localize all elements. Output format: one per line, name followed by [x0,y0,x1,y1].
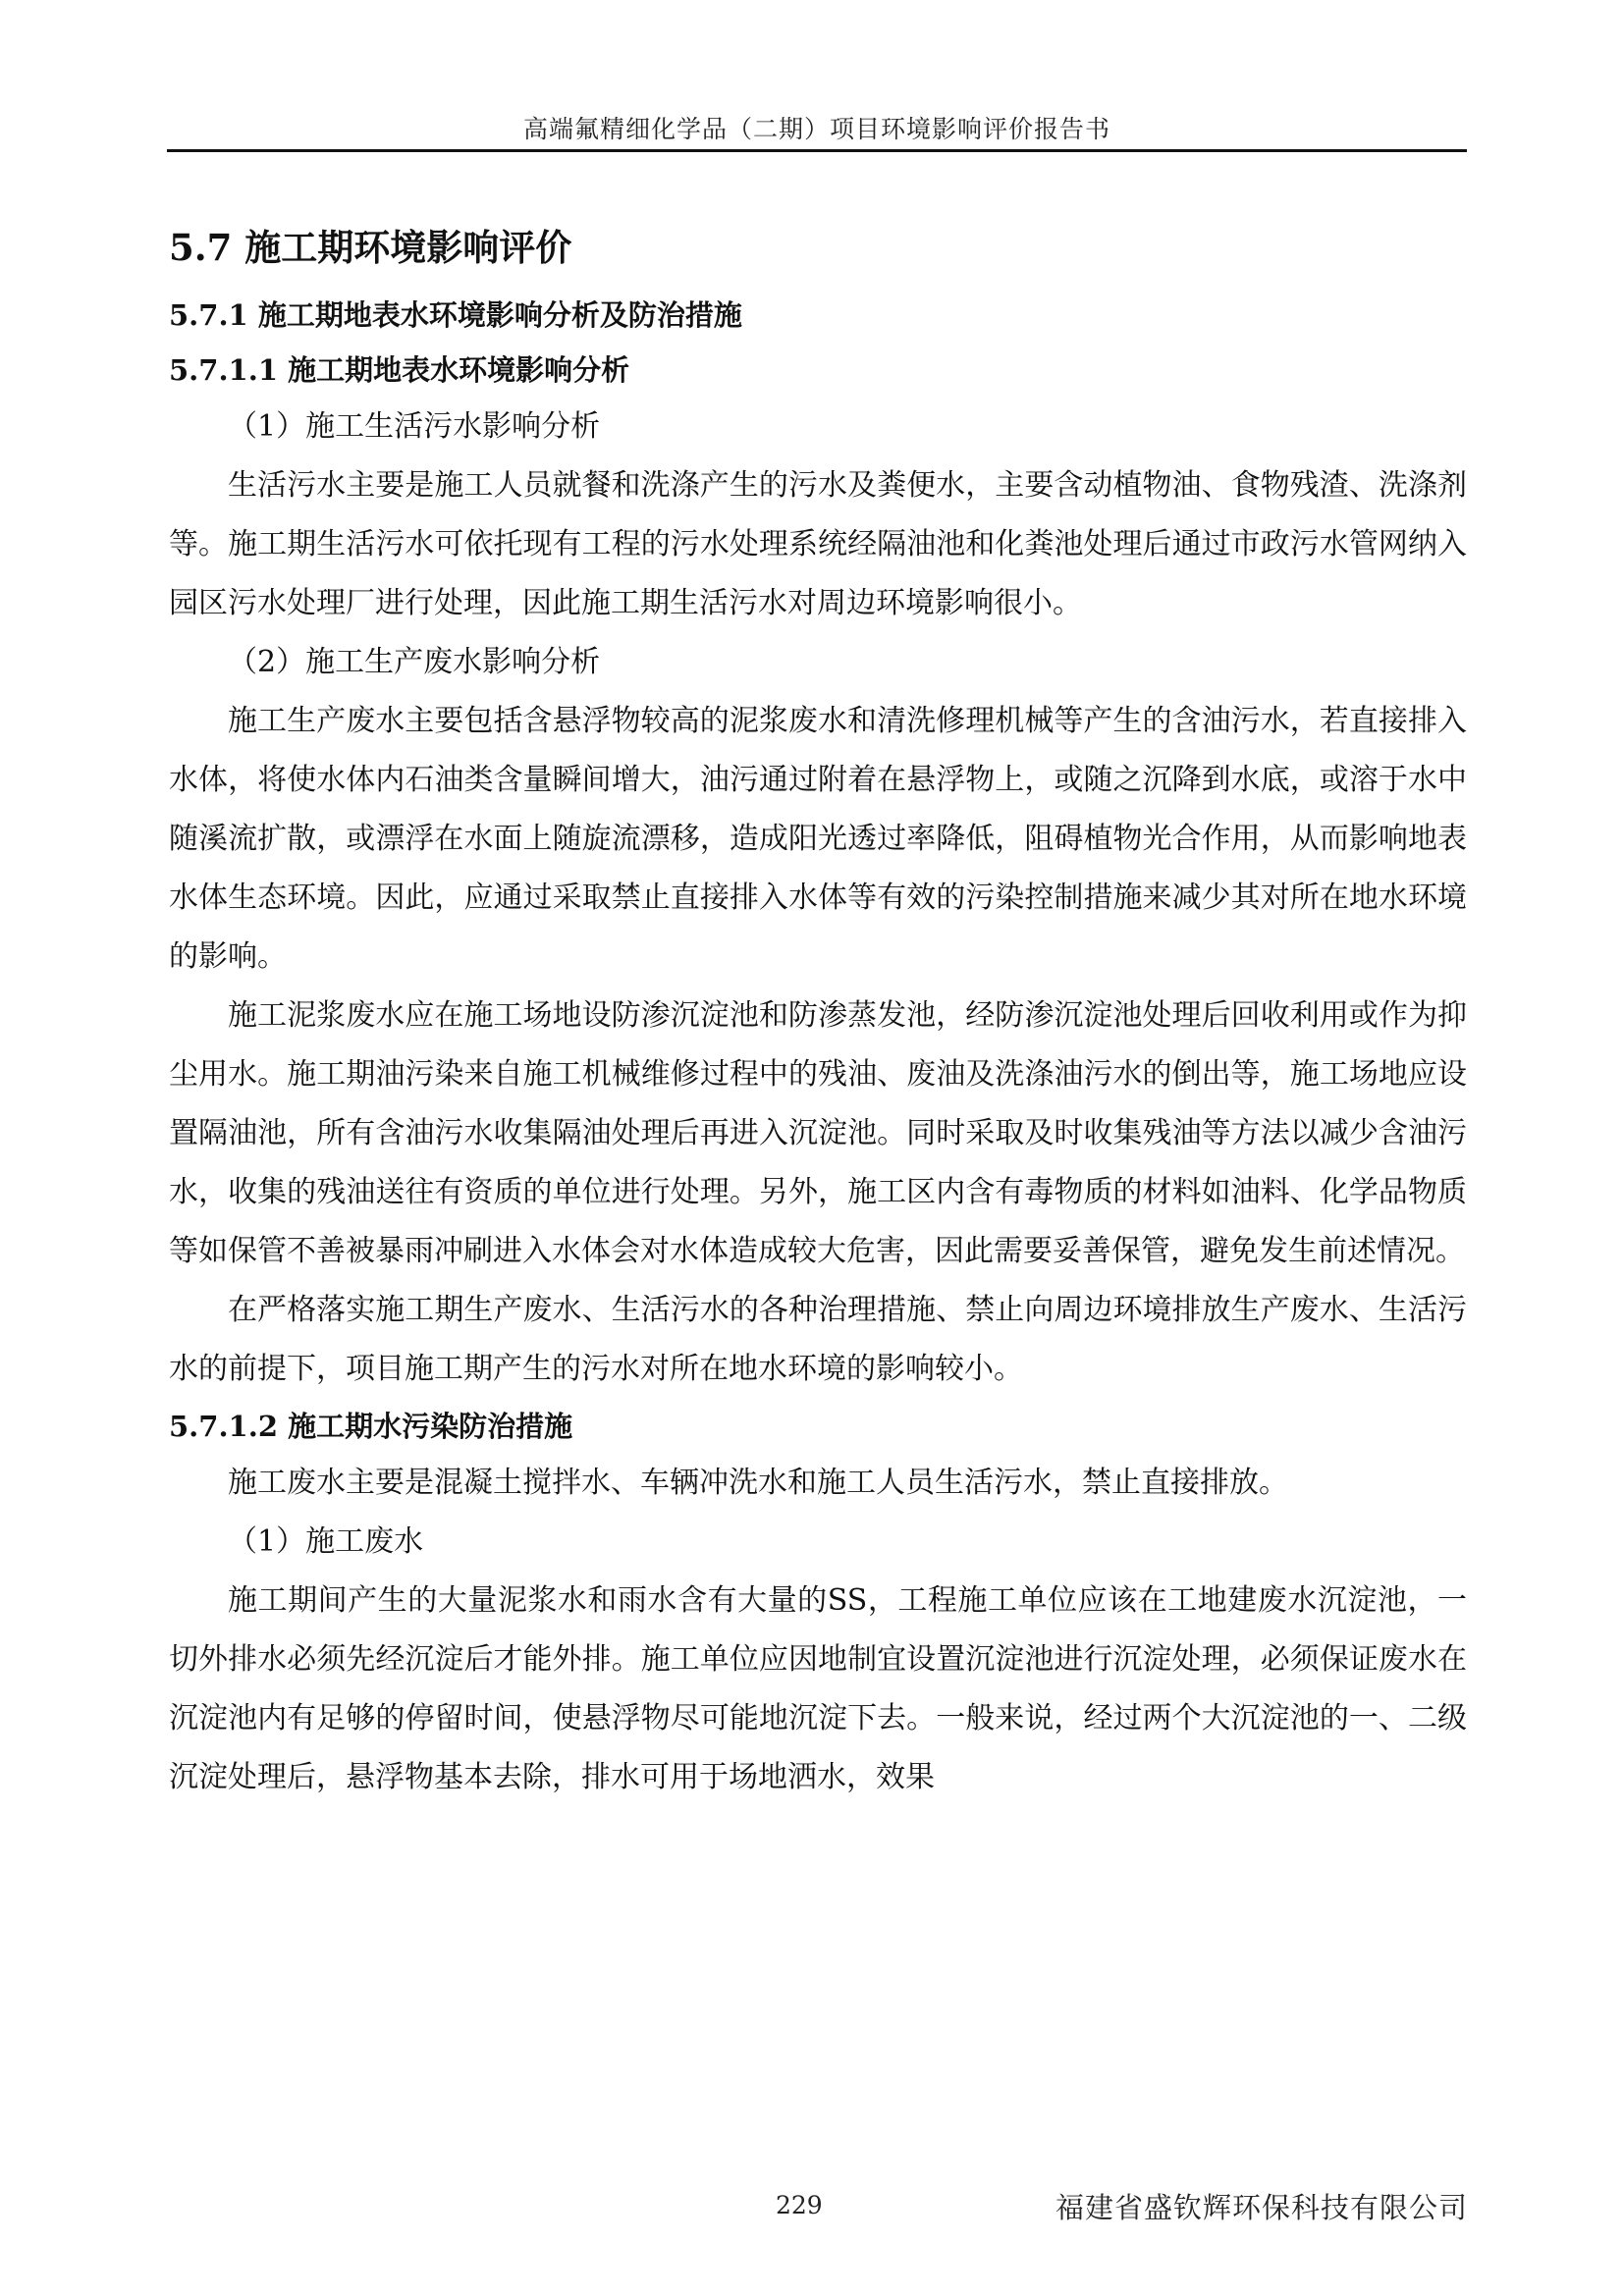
section-heading-5-7-1: 5.7.1 施工期地表水环境影响分析及防治措施 [169,298,742,332]
paragraph-sedimentation: 施工期间产生的大量泥浆水和雨水含有大量的SS，工程施工单位应该在工地建废水沉淀池，一切外排水必须先经沉淀后才能外排。施工单位应因地制宜设置沉淀池进行沉淀处理，必须保证废水在沉淀池内有足够的停留时间，使悬浮物尽可能地沉淀下去。一般来说，经过两个大沉淀池的一、二级沉淀处理后，悬浮物基本去除，排水可用于场地洒水，效果 [169,1583,1467,1794]
paragraph-production-wastewater: 施工生产废水主要包括含悬浮物较高的泥浆废水和清洗修理机械等产生的含油污水，若直接排入水体，将使水体内石油类含量瞬间增大，油污通过附着在悬浮物上，或随之沉降到水底，或溶于水中随溪流扩散，或漂浮在水面上随旋流漂移，造成阳光透过率降低，阻碍植物光合作用，从而影响地表水体生态环境。因此，应通过采取禁止直接排入水体等有效的污染控制措施来减少其对所在地水环境的影响。 [169,704,1467,974]
paragraph-construction-wastewater-heading: （1）施工废水 [228,1524,424,1559]
paragraph-item-1-heading: （1）施工生活污水影响分析 [228,409,601,444]
section-heading-5-7-1-1: 5.7.1.1 施工期地表水环境影响分析 [169,353,630,387]
page-number: 229 [776,2191,823,2219]
footer-company-name: 福建省盛钦辉环保科技有限公司 [1055,2191,1468,2224]
paragraph-mud-wastewater: 施工泥浆废水应在施工场地设防渗沉淀池和防渗蒸发池，经防渗沉淀池处理后回收利用或作为抑尘用水。施工期油污染来自施工机械维修过程中的残油、废油及洗涤油污水的倒出等，施工场地应设置隔油池，所有含油污水收集隔油处理后再进入沉淀池。同时采取及时收集残油等方法以减少含油污水，收集的残油送往有资质的单位进行处理。另外，施工区内含有毒物质的材料如油料、化学品物质等如保管不善被暴雨冲刷进入水体会对水体造成较大危害，因此需要妥善保管，避免发生前述情况。 [169,998,1467,1268]
header-divider [167,149,1467,152]
document-body [169,201,1467,1807]
paragraph-item-2-heading: （2）施工生产废水影响分析 [228,645,601,679]
section-heading-5-7-1-2: 5.7.1.2 施工期水污染防治措施 [169,1410,573,1443]
section-heading-5-7: 5.7 施工期环境影响评价 [169,226,572,269]
document-header-title: 高端氟精细化学品（二期）项目环境影响评价报告书 [522,115,1110,143]
paragraph-wastewater-intro: 施工废水主要是混凝土搅拌水、车辆冲洗水和施工人员生活污水，禁止直接排放。 [228,1466,1288,1500]
paragraph-domestic-sewage: 生活污水主要是施工人员就餐和洗涤产生的污水及粪便水，主要含动植物油、食物残渣、洗涤剂等。施工期生活污水可依托现有工程的污水处理系统经隔油池和化粪池处理后通过市政污水管网纳入园区污水处理厂进行处理，因此施工期生活污水对周边环境影响很小。 [169,468,1467,620]
paragraph-conclusion: 在严格落实施工期生产废水、生活污水的各种治理措施、禁止向周边环境排放生产废水、生活污水的前提下，项目施工期产生的污水对所在地水环境的影响较小。 [169,1293,1467,1386]
